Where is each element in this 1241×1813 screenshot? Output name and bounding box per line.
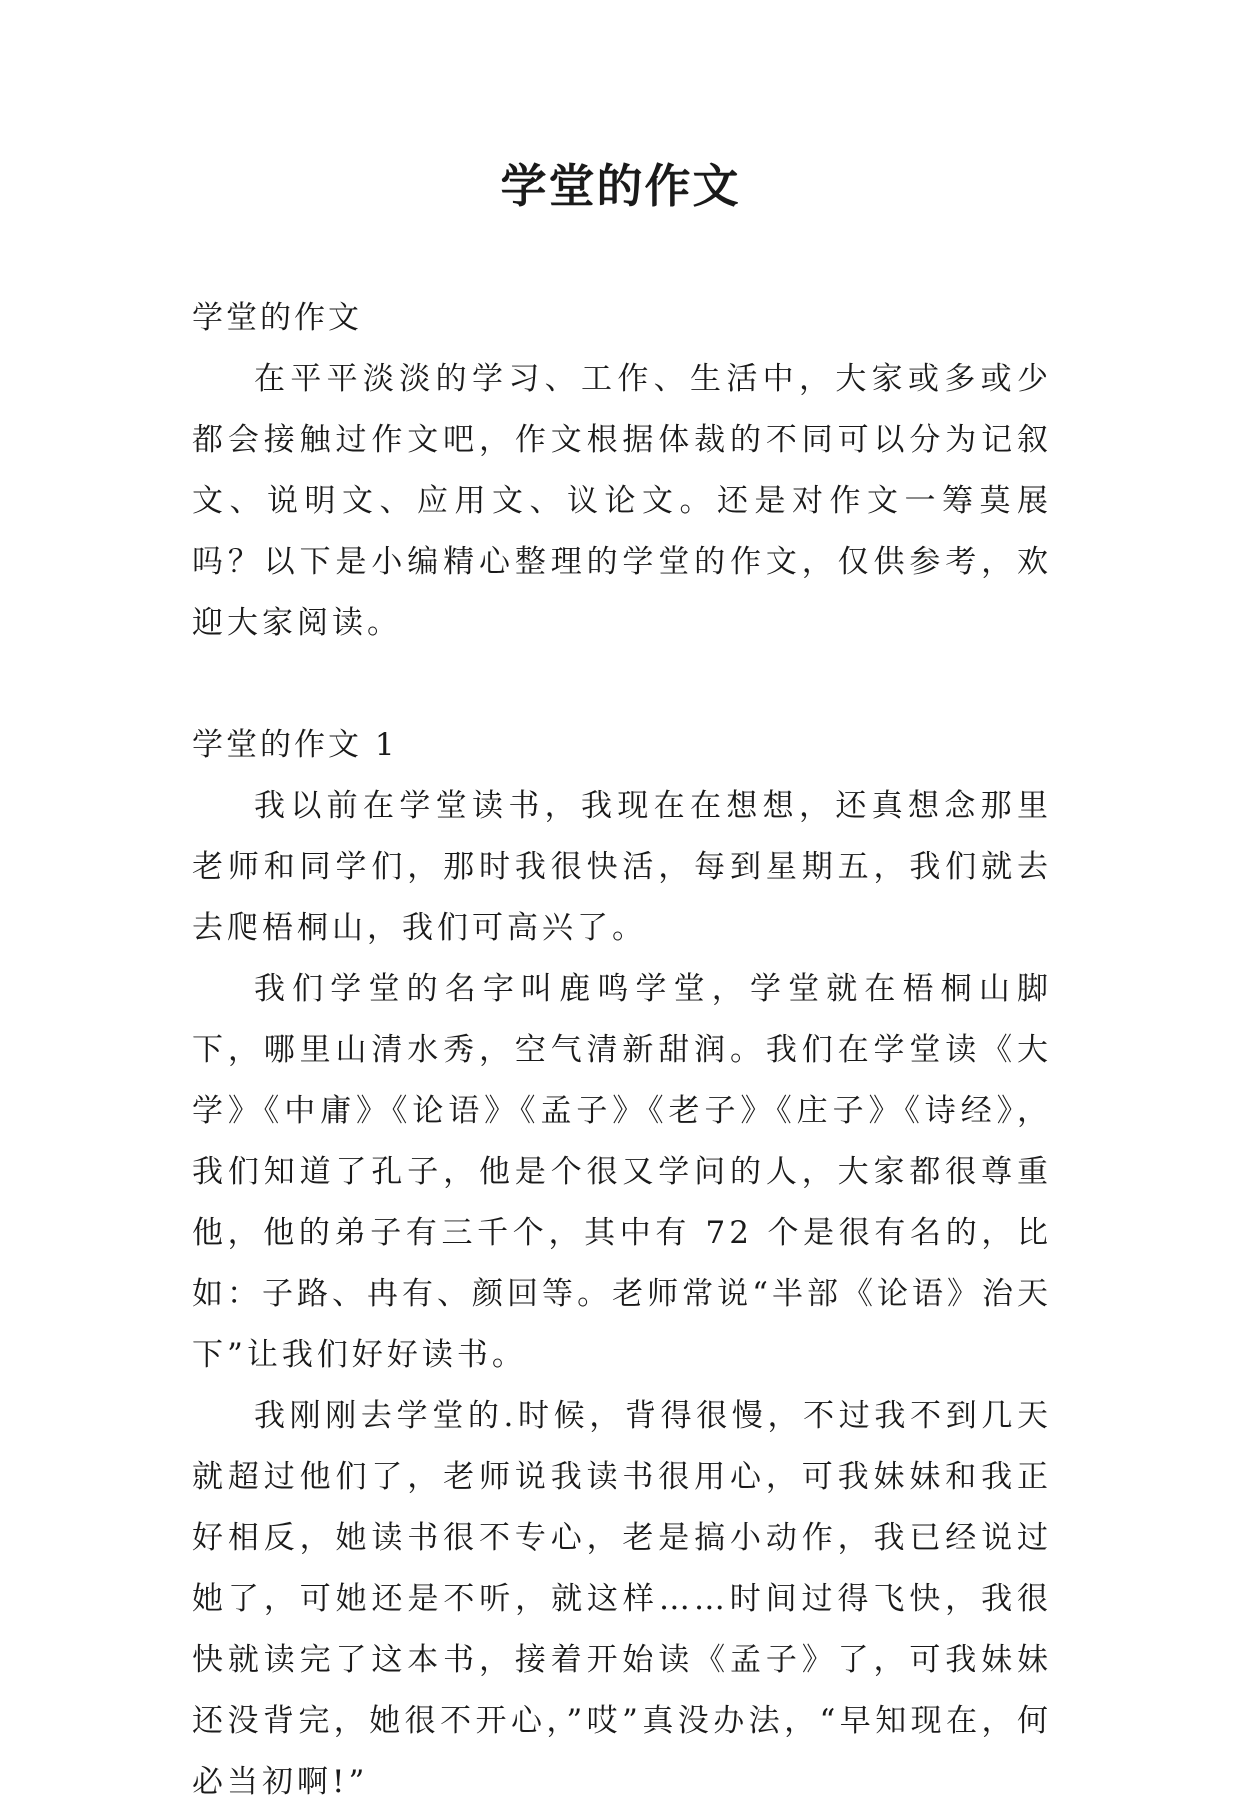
document-body (192, 288, 1052, 1813)
intro-paragraph: 在平平淡淡的学习、工作、生活中，大家或多或少都会接触过作文吧，作文根据体裁的不同可以分为记叙文、说明文、应用文、议论文。还是对作文一筹莫展吗？以下是小编精心整理的学堂的作文，仅供参考，欢迎大家阅读。 (192, 361, 1052, 641)
essay-heading: 学堂的作文 1 (192, 727, 398, 763)
essay-paragraph: 我们学堂的名字叫鹿鸣学堂，学堂就在梧桐山脚下，哪里山清水秀，空气清新甜润。我们在学堂读《大学》《中庸》《论语》《孟子》《老子》《庄子》《诗经》，我们知道了孔子，他是个很又学问的人，大家都很尊重他，他的弟子有三千个，其中有 72 个是很有名的，比如：子路、冉有、颜回等。老师常说“半部《论语》治天下”让我们好好读书。 (192, 971, 1052, 1373)
essay-paragraph: 我以前在学堂读书，我现在在想想，还真想念那里老师和同学们，那时我很快活，每到星期五，我们就去去爬梧桐山，我们可高兴了。 (192, 788, 1052, 946)
intro-heading: 学堂的作文 (192, 300, 362, 336)
section-spacer (192, 654, 1052, 715)
essay-paragraph: 我刚刚去学堂的.时候，背得很慢，不过我不到几天就超过他们了，老师说我读书很用心，可我妹妹和我正好相反，她读书很不专心，老是搞小动作，我已经说过她了，可她还是不听，就这样……时间过得飞快，我很快就读完了这本书，接着开始读《孟子》了，可我妹妹还没背完，她很不开心，”哎”真没办法，“早知现在，何必当初啊!” (192, 1398, 1052, 1800)
document-title: 学堂的作文 (500, 159, 741, 213)
